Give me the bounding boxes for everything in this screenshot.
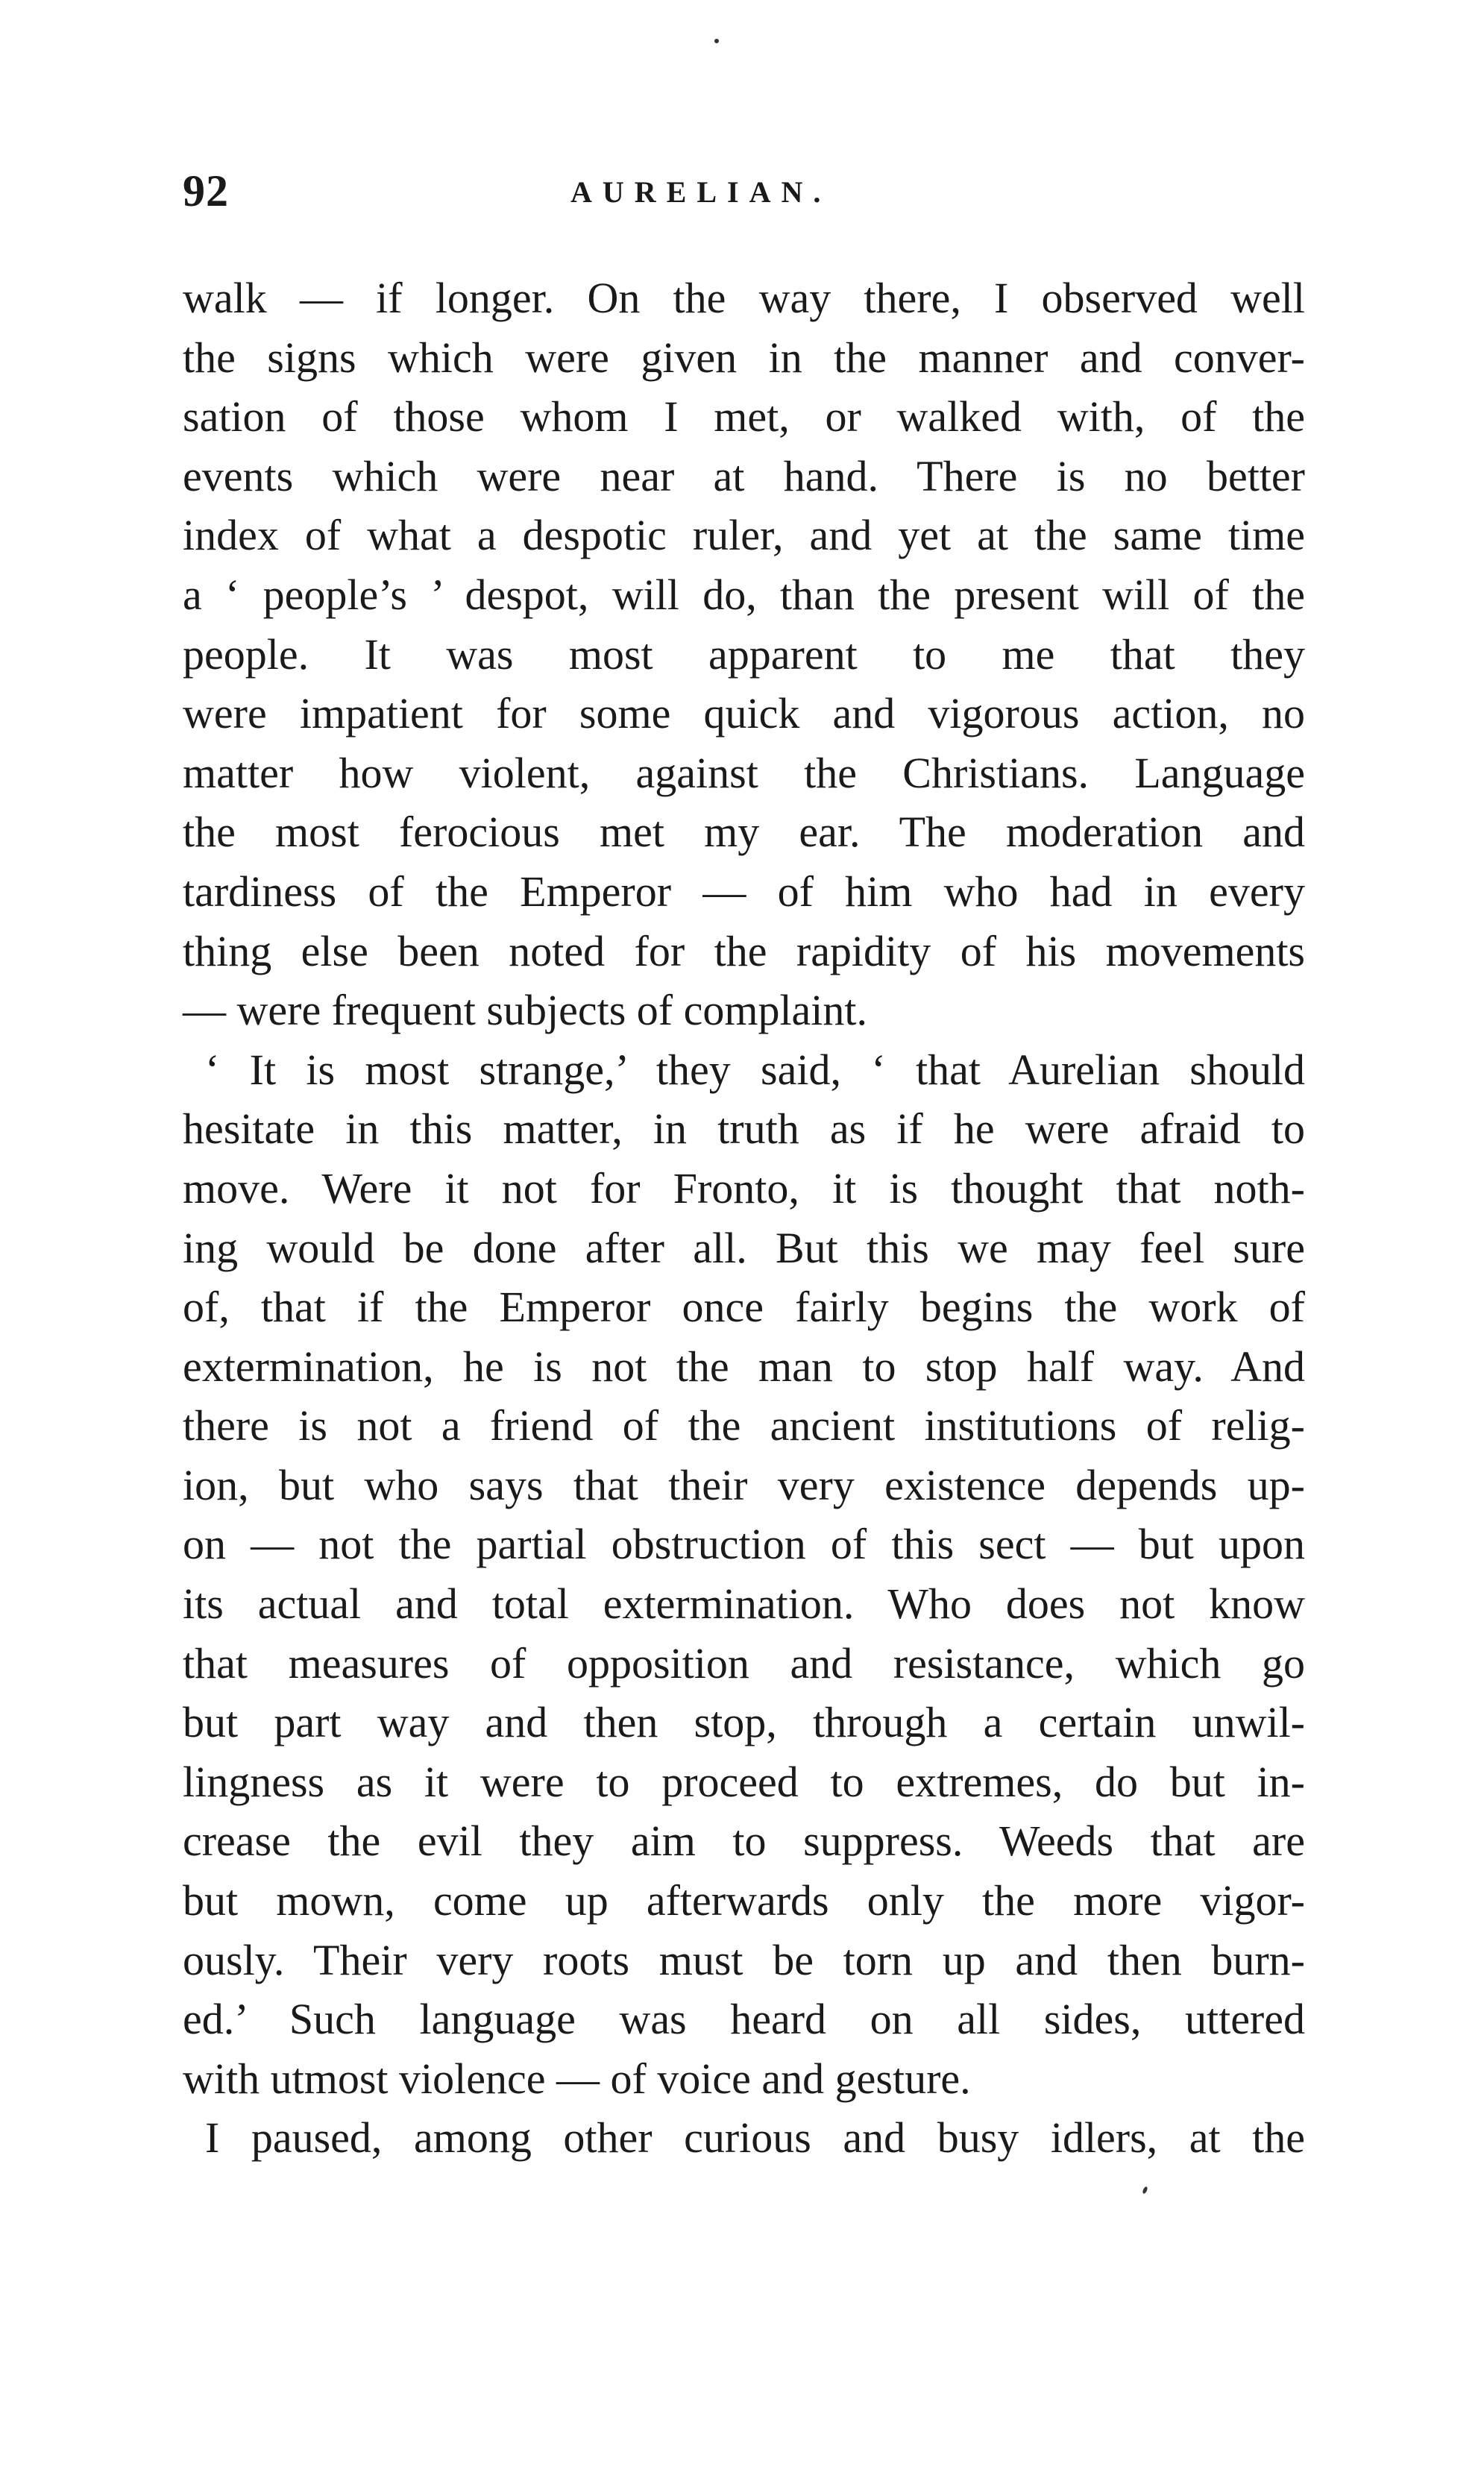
text-line: ed.’ Such language was heard on all sides, uttered [183,1995,1305,2044]
text-line: lingness as it were to proceed to extremes, do but in- [183,1757,1305,1806]
running-head: AURELIAN. [570,175,831,209]
text-line: its actual and total extermination. Who does not know [183,1579,1305,1629]
text-line: move. Were it not for Fronto, it is thought that noth- [183,1163,1305,1213]
text-line: on — not the partial obstruction of this sect — but upon [183,1520,1305,1569]
text-line: but part way and then stop, through a certain unwil- [183,1698,1305,1747]
text-line: index of what a despotic ruler, and yet at the same time [183,511,1305,560]
text-line: ing would be done after all. But this we may feel sure [183,1223,1305,1272]
text-line: I paused, among other curious and busy idlers, at the [205,2113,1305,2163]
page-number: 92 [183,166,229,216]
text-line: — were frequent subjects of complaint. [183,986,868,1035]
text-line: hesitate in this matter, in truth as if he were afraid to [183,1104,1305,1154]
text-line: sation of those whom I met, or walked with, of the [183,392,1305,441]
text-line: the signs which were given in the manner and conver- [183,333,1305,382]
text-line: thing else been noted for the rapidity of his movements [183,926,1305,975]
text-line: were impatient for some quick and vigorous action, no [183,689,1305,738]
text-line: tardiness of the Emperor — of him who had in every [183,867,1305,916]
text-line: with utmost violence — of voice and gesture. [183,2054,971,2103]
text-line: the most ferocious met my ear. The moderation and [183,808,1305,857]
text-line: matter how violent, against the Christians. Language [183,748,1305,797]
text-line: extermination, he is not the man to stop half way. And [183,1342,1305,1391]
text-line: there is not a friend of the ancient institutions of relig- [183,1401,1305,1450]
text-line: ion, but who says that their very existence depends up- [183,1460,1305,1509]
text-line: crease the evil they aim to suppress. Weeds that are [183,1817,1305,1866]
text-line: ously. Their very roots must be torn up and then burn- [183,1935,1305,1984]
text-line: of, that if the Emperor once fairly begins the work of [183,1283,1305,1332]
text-line: ‘ It is most strange,’ they said, ‘ that Aurelian should [205,1045,1305,1094]
text-line: a ‘ people’s ’ despot, will do, than the present will of the [183,570,1305,619]
page-header [183,166,1305,225]
body-text [183,268,1305,2168]
text-line: walk — if longer. On the way there, I observed well [183,274,1305,322]
text-line: that measures of opposition and resistance, which go [183,1638,1305,1688]
text-line: but mown, come up afterwards only the more vigor- [183,1876,1305,1925]
text-line: people. It was most apparent to me that they [183,629,1305,679]
ink-speck [714,39,719,43]
text-line: events which were near at hand. There is no better [183,451,1305,500]
ink-speck [1142,2186,1148,2194]
